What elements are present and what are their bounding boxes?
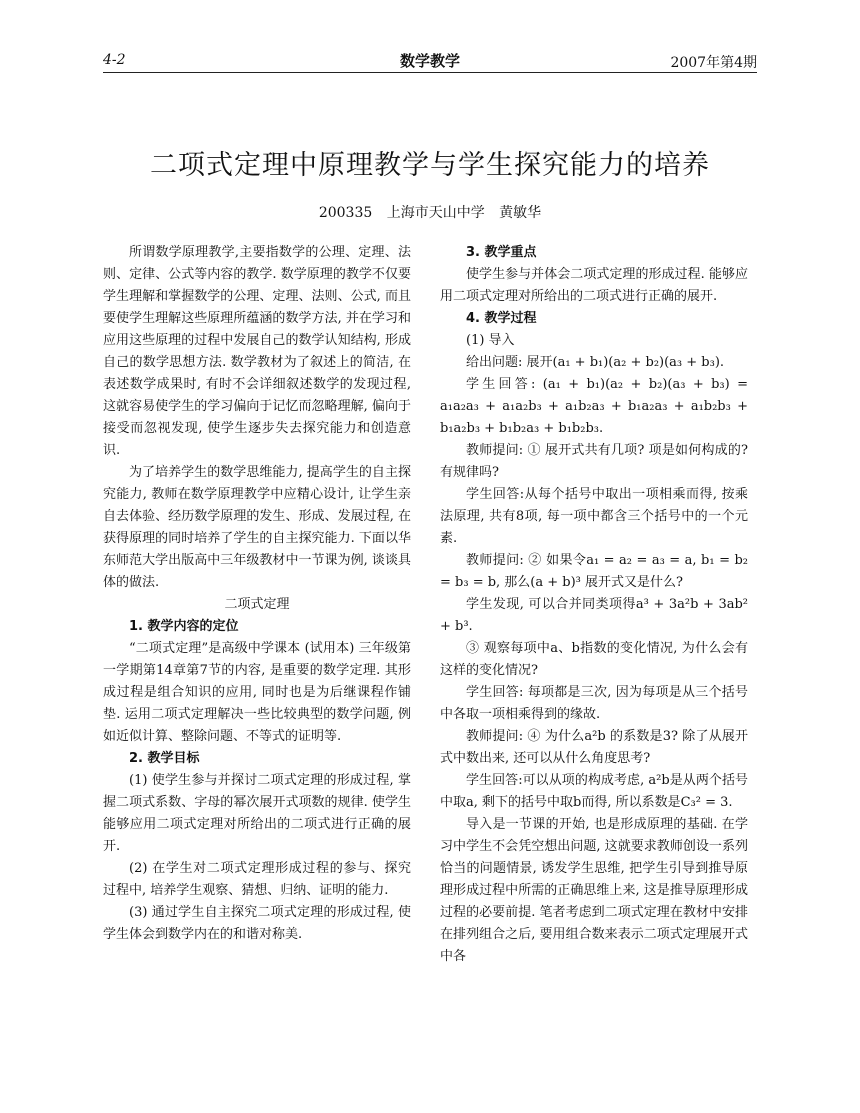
answer-1: 学生回答:从每个括号中取出一项相乘而得, 按乘法原理, 共有8项, 每一项中都含三个括号中的一个元素. (440, 487, 748, 546)
question-expand: 给出问题: 展开(a₁ + b₁)(a₂ + b₂)(a₃ + b₃). (466, 355, 725, 370)
paragraph-teaching-focus: 使学生参与并体会二项式定理的形成过程. 能够应用二项式定理对所给出的二项式进行正确的展开. (440, 267, 748, 304)
question-1: 教师提问: ① 展开式共有几项? 项是如何构成的? 有规律吗? (440, 443, 748, 480)
journal-name: 数学教学 (399, 52, 460, 70)
author-byline (0, 202, 860, 222)
postcode: 200335 (318, 205, 373, 221)
section-subtitle: 二项式定理 (224, 597, 290, 612)
heading-teaching-process: 4. 教学过程 (466, 311, 537, 326)
heading-teaching-goals: 2. 教学目标 (129, 751, 200, 766)
right-column (440, 242, 748, 968)
paragraph-goal-2: (2) 在学生对二项式定理形成过程的参与、探究过程中, 培养学生观察、猜想、归纳、证明的能力. (103, 861, 411, 898)
author-name: 黄敏华 (499, 205, 542, 221)
paragraph-content-positioning: “二项式定理”是高级中学课本 (试用本) 三年级第一学期第14章第7节的内容, 是重要的数学定理. 其形成过程是组合知识的应用, 同时也是为后继课程作铺垫. 运用二项式定理解决一些比较典型的数学问题, 例如近似计算、整除问题、不等式的证明等. (103, 641, 411, 744)
step-introduction: (1) 导入 (466, 333, 515, 348)
paragraph-goal-3: (3) 通过学生自主探究二项式定理的形成过程, 使学生体会到数学内在的和谐对称美. (103, 905, 411, 942)
answer-3: 学生回答: 每项都是三次, 因为每项是从三个括号中各取一项相乘得到的缘故. (440, 685, 748, 722)
paragraph-intro-1: 所谓数学原理教学,主要指数学的公理、定理、法则、定律、公式等内容的教学. 数学原理的教学不仅要学生理解和掌握数学的公理、定理、法则、公式, 而且要使学生理解这些原理所蕴涵的数学方法, 并在学习和应用这些原理的过程中发展自己的数学认知结构, 形成自己的数学思想方法. 数学教材为了叙述上的简洁, 在表述数学成果时, 有时不会详细叙述数学的发现过程, 这就容易使学生的学习偏向于记忆而忽略理解, 偏向于接受而忽视发现, 使学生逐步失去探究能力和创造意识. (103, 245, 411, 458)
paragraph-goal-1: (1) 使学生参与并探讨二项式定理的形成过程, 掌握二项式系数、字母的幂次展开式项数的规律. 使学生能够应用二项式定理对所给出的二项式进行正确的展开. (103, 773, 411, 854)
answer-expand: 学生回答: (a₁ + b₁)(a₂ + b₂)(a₃ + b₃) = a₁a₂a₃ + a₁a₂b₃ + a₁b₂a₃ + b₁a₂a₃ + a₁b₂b₃ + b₁a₂b₃ + b₁b₂a₃ + b₁b₂b₃. (440, 377, 748, 436)
article-title: 二项式定理中原理教学与学生探究能力的培养 (150, 150, 710, 181)
school-name: 上海市天山中学 (386, 205, 485, 221)
left-column (103, 242, 411, 946)
question-2: 教师提问: ② 如果令a₁ = a₂ = a₃ = a, b₁ = b₂ = b₃ = b, 那么(a + b)³ 展开式又是什么? (440, 553, 748, 590)
paragraph-intro-2: 为了培养学生的数学思维能力, 提高学生的自主探究能力, 教师在数学原理教学中应精心设计, 让学生亲自去体验、经历数学原理的发生、形成、发展过程, 在获得原理的同时培养了学生的自主探究能力. 下面以华东师范大学出版高中三年级教材中一节课为例, 谈谈具体的做法. (103, 465, 411, 590)
answer-2: 学生发现, 可以合并同类项得a³ + 3a²b + 3ab² + b³. (440, 597, 748, 634)
question-4: 教师提问: ④ 为什么a²b 的系数是3? 除了从展开式中数出来, 还可以从什么角度思考? (440, 729, 748, 766)
answer-4: 学生回答:可以从项的构成考虑, a²b是从两个括号中取a, 剩下的括号中取b而得, 所以系数是C₃² = 3. (440, 773, 748, 810)
running-header (103, 50, 757, 73)
paragraph-introduction-discussion: 导入是一节课的开始, 也是形成原理的基础. 在学习中学生不会凭空想出问题, 这就要求教师创设一系列恰当的问题情景, 诱发学生思维, 把学生引导到推导原理形成过程中所需的正确思维上来, 这是推导原理形成过程的必要前提. 笔者考虑到二项式定理在教材中安排在排列组合之后, 要用组合数来表示二项式定理展开式中各 (440, 817, 748, 964)
issue-info: 2007年第4期 (670, 55, 757, 71)
heading-content-positioning: 1. 教学内容的定位 (129, 619, 239, 634)
question-3: ③ 观察每项中a、b指数的变化情况, 为什么会有这样的变化情况? (440, 641, 748, 678)
page-number: 4-2 (103, 52, 126, 68)
heading-teaching-focus: 3. 教学重点 (466, 245, 537, 260)
